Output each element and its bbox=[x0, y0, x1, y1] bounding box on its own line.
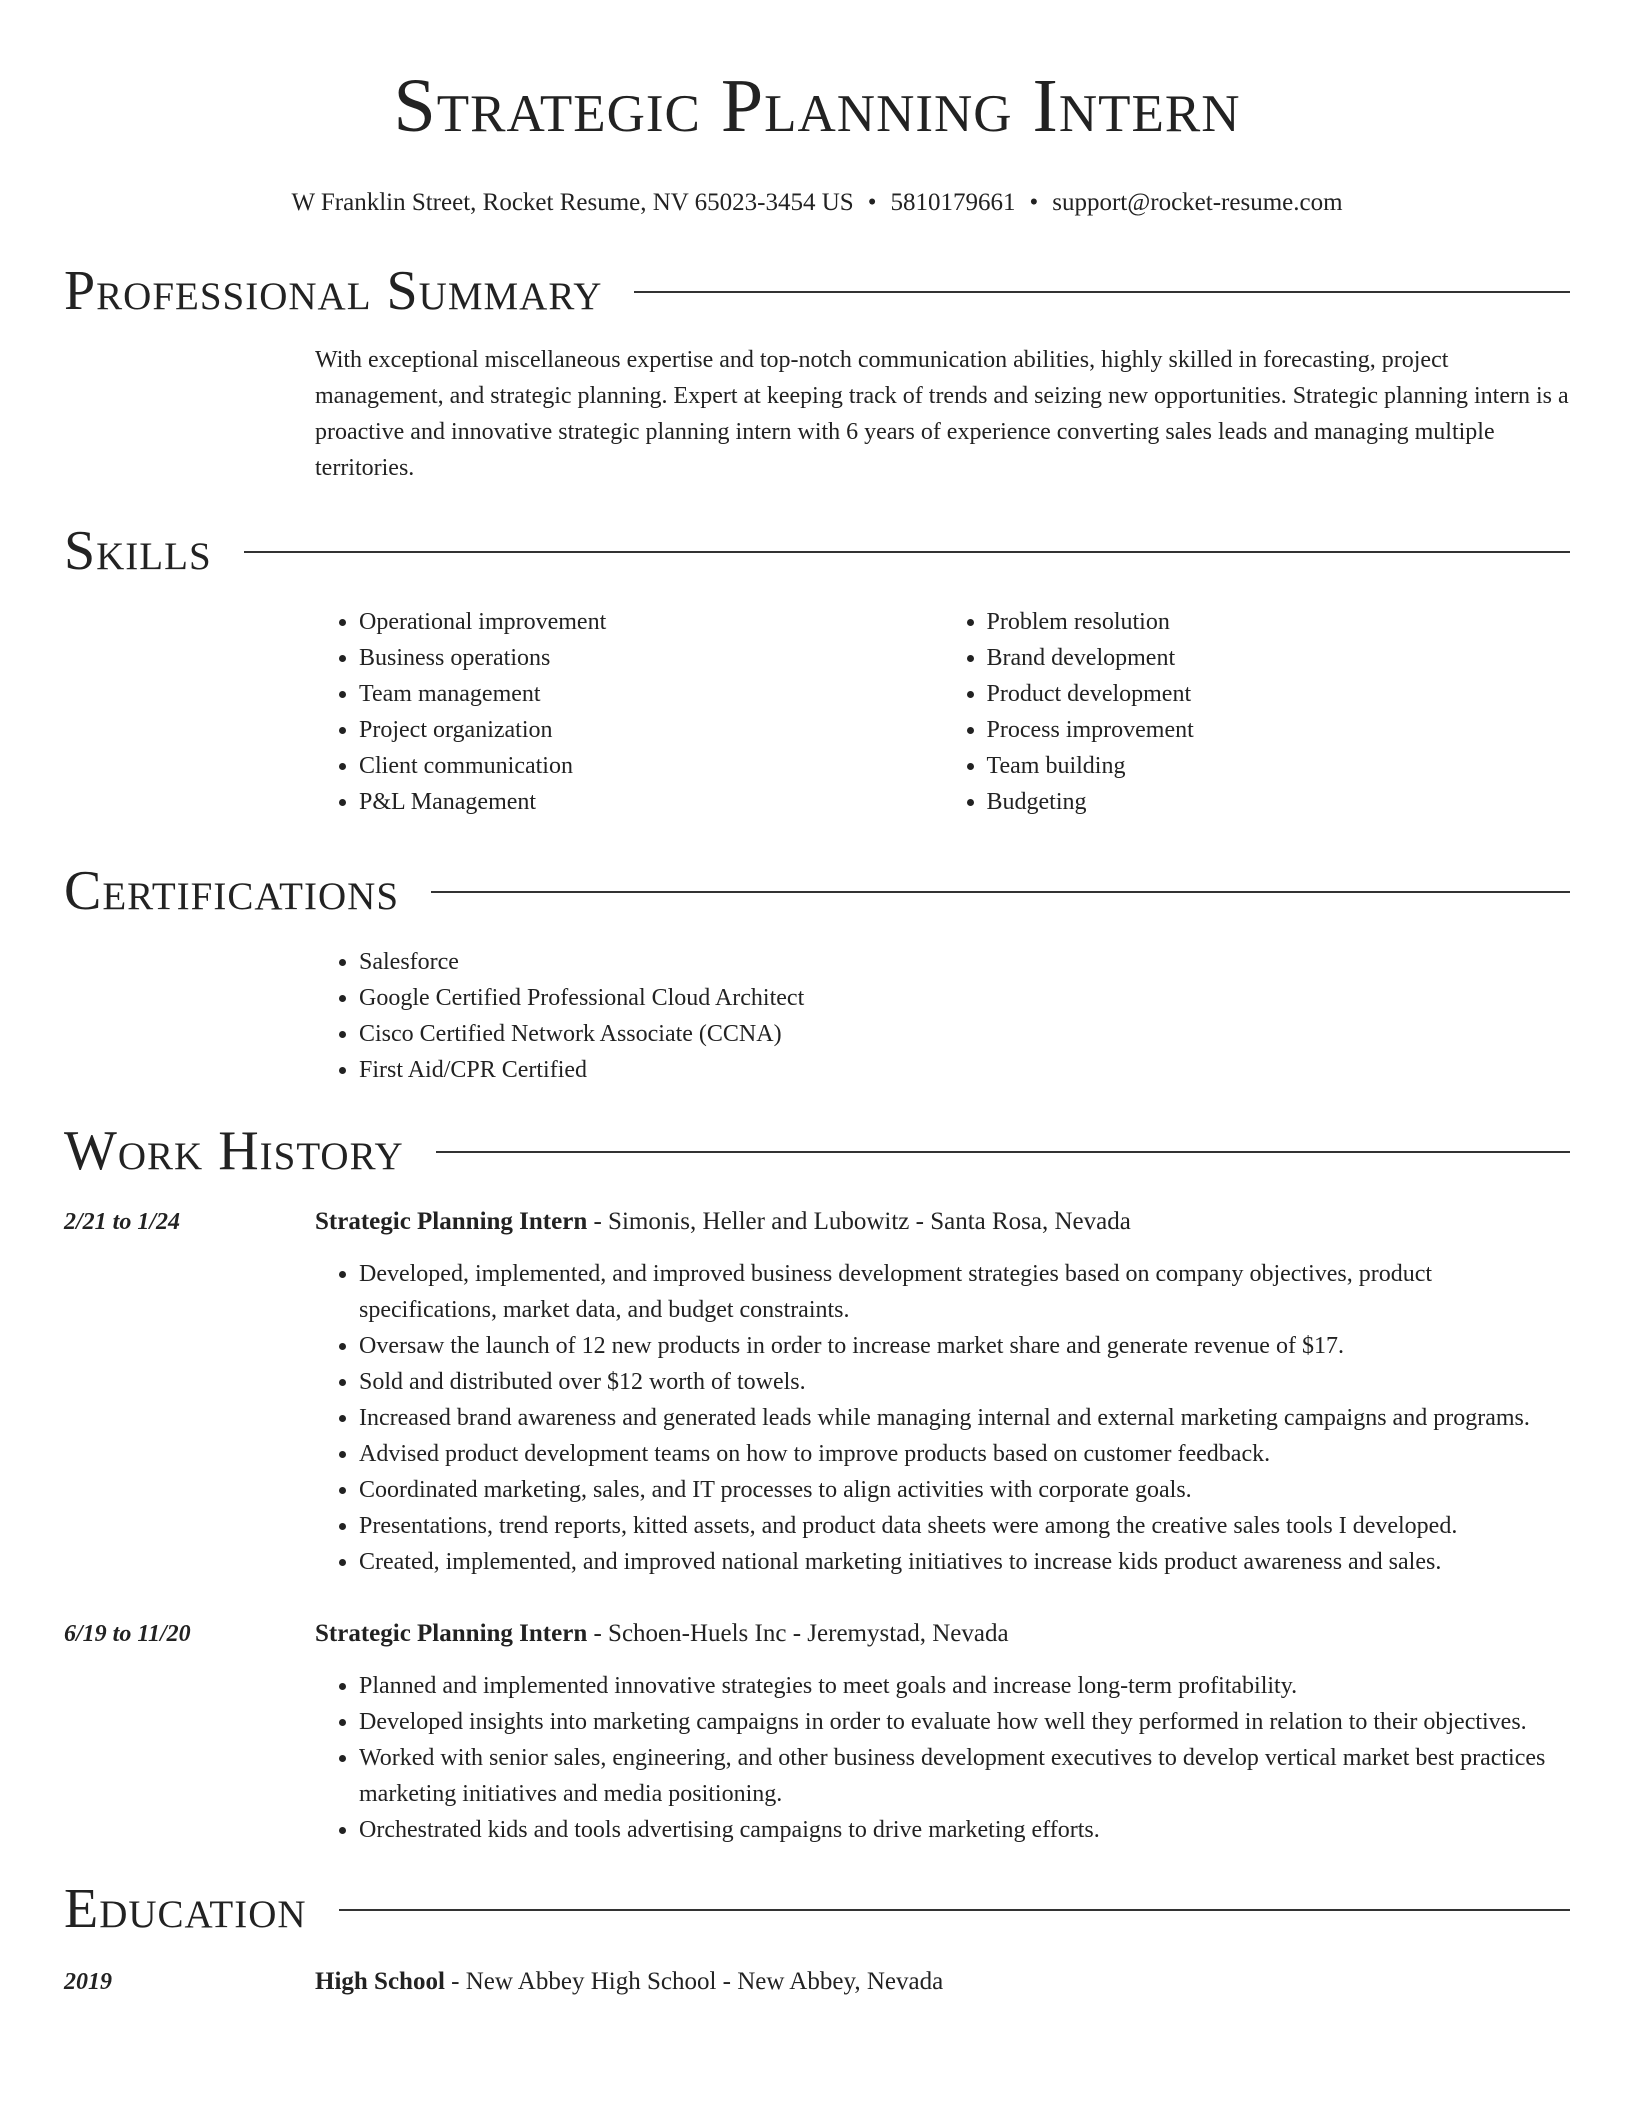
work-bullet: • Increased brand awareness and generated leads while managing internal and external marketing campaigns and programs. bbox=[359, 1400, 1570, 1436]
work-employer: - Simonis, Heller and Lubowitz - Santa Rosa, Nevada bbox=[587, 1208, 1131, 1235]
skill-item: • Brand development bbox=[987, 640, 1571, 676]
work-employer: - Schoen-Huels Inc - Jeremystad, Nevada bbox=[587, 1620, 1009, 1647]
education-entry bbox=[64, 1964, 1570, 2000]
work-bullet: • Sold and distributed over $12 worth of towels. bbox=[359, 1364, 1570, 1400]
education-degree: High School bbox=[315, 1968, 445, 1995]
work-role: Strategic Planning Intern bbox=[315, 1208, 588, 1235]
skill-item: • Client communication bbox=[359, 748, 943, 784]
work-entry bbox=[64, 1204, 1570, 1580]
certification-item: • First Aid/CPR Certified bbox=[359, 1052, 1570, 1088]
education-detail bbox=[315, 1964, 1570, 2000]
work-bullet: • Presentations, trend reports, kitted assets, and product data sheets were among the creative sales tools I developed. bbox=[359, 1508, 1570, 1544]
work-bullet: • Developed, implemented, and improved business development strategies based on company objectives, product specifications, market data, and budget constraints. bbox=[359, 1256, 1570, 1328]
contact-address: W Franklin Street, Rocket Resume, NV 65023-3454 US bbox=[291, 189, 854, 216]
section-rule bbox=[436, 1151, 1570, 1153]
skill-item: • Operational improvement bbox=[359, 604, 943, 640]
work-detail bbox=[315, 1616, 1570, 1848]
section-rule bbox=[431, 891, 1570, 893]
section-rule bbox=[244, 551, 1570, 553]
skill-item: • Process improvement bbox=[987, 712, 1571, 748]
work-dates: 6/19 to 11/20 bbox=[64, 1621, 191, 1647]
work-bullet: • Worked with senior sales, engineering, and other business development executives to develop vertical market best practices marketing initiatives and media positioning. bbox=[359, 1740, 1570, 1812]
skill-item: • Team management bbox=[359, 676, 943, 712]
work-bullets bbox=[315, 1256, 1570, 1580]
skill-item: • Business operations bbox=[359, 640, 943, 676]
certification-item: • Salesforce bbox=[359, 944, 1570, 980]
work-bullet: • Advised product development teams on how to improve products based on customer feedback. bbox=[359, 1436, 1570, 1472]
skills-list bbox=[315, 604, 1570, 820]
section-header-summary bbox=[64, 258, 1570, 324]
contact-separator: • bbox=[1029, 189, 1039, 216]
skill-item: • Project organization bbox=[359, 712, 943, 748]
section-rule bbox=[634, 291, 1570, 293]
section-title-skills: Skills bbox=[64, 520, 212, 582]
work-title-line bbox=[315, 1204, 1570, 1240]
section-title-summary: Professional Summary bbox=[64, 260, 603, 322]
skill-item: • Budgeting bbox=[987, 784, 1571, 820]
work-entry bbox=[64, 1616, 1570, 1848]
work-bullets bbox=[315, 1668, 1570, 1848]
work-bullet: • Coordinated marketing, sales, and IT processes to align activities with corporate goals. bbox=[359, 1472, 1570, 1508]
work-detail bbox=[315, 1204, 1570, 1580]
work-dates: 2/21 to 1/24 bbox=[64, 1209, 181, 1235]
contact-phone: 5810179661 bbox=[890, 189, 1016, 216]
section-title-certifications: Certifications bbox=[64, 860, 400, 922]
contact-email: support@rocket-resume.com bbox=[1052, 189, 1343, 216]
summary-text: With exceptional miscellaneous expertise and top-notch communication abilities, highly skilled in forecasting, project management, and strategic planning. Expert at keeping track of trends and seizing new opportunities. Strategic planning intern is a proactive and innovative strategic planning intern with 6 years of experience converting sales leads and managing multiple territories. bbox=[315, 347, 1569, 481]
section-title-work-history: Work History bbox=[64, 1120, 404, 1182]
certification-item: • Google Certified Professional Cloud Architect bbox=[359, 980, 1570, 1016]
section-header-education bbox=[64, 1876, 1570, 1942]
section-header-certifications bbox=[64, 858, 1570, 924]
certification-item: • Cisco Certified Network Associate (CCNA) bbox=[359, 1016, 1570, 1052]
certifications-list bbox=[315, 944, 1570, 1088]
education-title-line bbox=[315, 1964, 1570, 2000]
section-rule bbox=[339, 1909, 1570, 1911]
skill-item: • Product development bbox=[987, 676, 1571, 712]
contact-line bbox=[64, 186, 1570, 220]
work-title-line bbox=[315, 1616, 1570, 1652]
work-role: Strategic Planning Intern bbox=[315, 1620, 588, 1647]
education-school: - New Abbey High School - New Abbey, Nevada bbox=[444, 1968, 944, 1995]
skill-item: • P&L Management bbox=[359, 784, 943, 820]
work-bullet: • Orchestrated kids and tools advertising campaigns to drive marketing efforts. bbox=[359, 1812, 1570, 1848]
work-bullet: • Oversaw the launch of 12 new products in order to increase market share and generate revenue of $17. bbox=[359, 1328, 1570, 1364]
contact-separator: • bbox=[867, 189, 877, 216]
skills-column-right bbox=[943, 604, 1571, 820]
education-year: 2019 bbox=[64, 1969, 112, 1995]
skill-item: • Problem resolution bbox=[987, 604, 1571, 640]
work-bullet: • Created, implemented, and improved national marketing initiatives to increase kids product awareness and sales. bbox=[359, 1544, 1570, 1580]
certifications-bullets bbox=[315, 944, 1570, 1088]
section-title-education: Education bbox=[64, 1878, 307, 1940]
skill-item: • Team building bbox=[987, 748, 1571, 784]
work-bullet: • Developed insights into marketing campaigns in order to evaluate how well they performed in relation to their objectives. bbox=[359, 1704, 1570, 1740]
candidate-name: Strategic Planning Intern bbox=[393, 64, 1241, 148]
work-bullet: • Planned and implemented innovative strategies to meet goals and increase long-term profitability. bbox=[359, 1668, 1570, 1704]
skills-column-left bbox=[315, 604, 943, 820]
section-header-work-history bbox=[64, 1118, 1570, 1184]
section-header-skills bbox=[64, 518, 1570, 584]
